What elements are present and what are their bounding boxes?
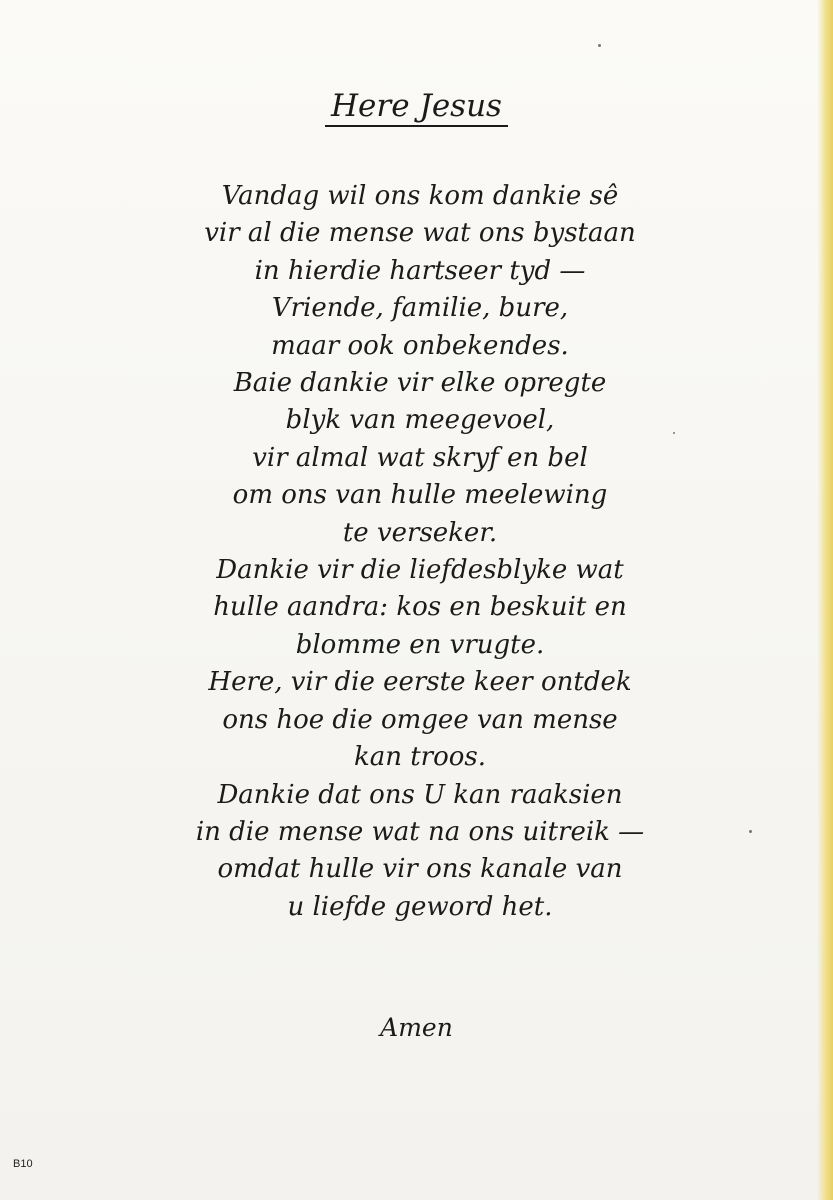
prayer-line: maar ook onbekendes. [271, 330, 569, 361]
prayer-line: Vriende, familie, bure, [271, 293, 569, 324]
prayer-title [0, 88, 833, 127]
prayer-line: vir almal wat skryf en bel [252, 442, 588, 473]
prayer-line: in hierdie hartseer tyd — [254, 255, 586, 286]
prayer-line: hulle aandra: kos en beskuit en [213, 592, 627, 623]
prayer-title-text: Here Jesus [325, 90, 508, 127]
page-number: B10 [13, 1158, 33, 1170]
prayer-line: ons hoe die omgee van mense [222, 704, 618, 735]
dust-speck [598, 44, 601, 47]
prayer-line: omdat hulle vir ons kanale van [217, 854, 623, 885]
prayer-line: blyk van meegevoel, [285, 405, 555, 436]
prayer-line: Baie dankie vir elke opregte [233, 368, 607, 399]
dust-speck [749, 830, 752, 833]
prayer-line: blomme en vrugte. [295, 629, 545, 660]
prayer-line: Here, vir die eerste keer ontdek [208, 667, 632, 698]
prayer-closing: Amen [380, 1013, 453, 1042]
prayer-line: Dankie dat ons U kan raaksien [217, 779, 623, 810]
prayer-line: vir al die mense wat ons bystaan [204, 218, 636, 249]
prayer-line: Dankie vir die liefdesblyke wat [216, 555, 624, 586]
prayer-line: te verseker. [342, 517, 498, 548]
prayer-body [120, 178, 720, 926]
prayer-line: om ons van hulle meelewing [232, 480, 608, 511]
prayer-line: u liefde geword het. [287, 891, 553, 922]
prayer-line: kan troos. [353, 742, 487, 773]
prayer-line: in die mense wat na ons uitreik — [195, 816, 645, 847]
prayer-line: Vandag wil ons kom dankie sê [221, 181, 619, 211]
